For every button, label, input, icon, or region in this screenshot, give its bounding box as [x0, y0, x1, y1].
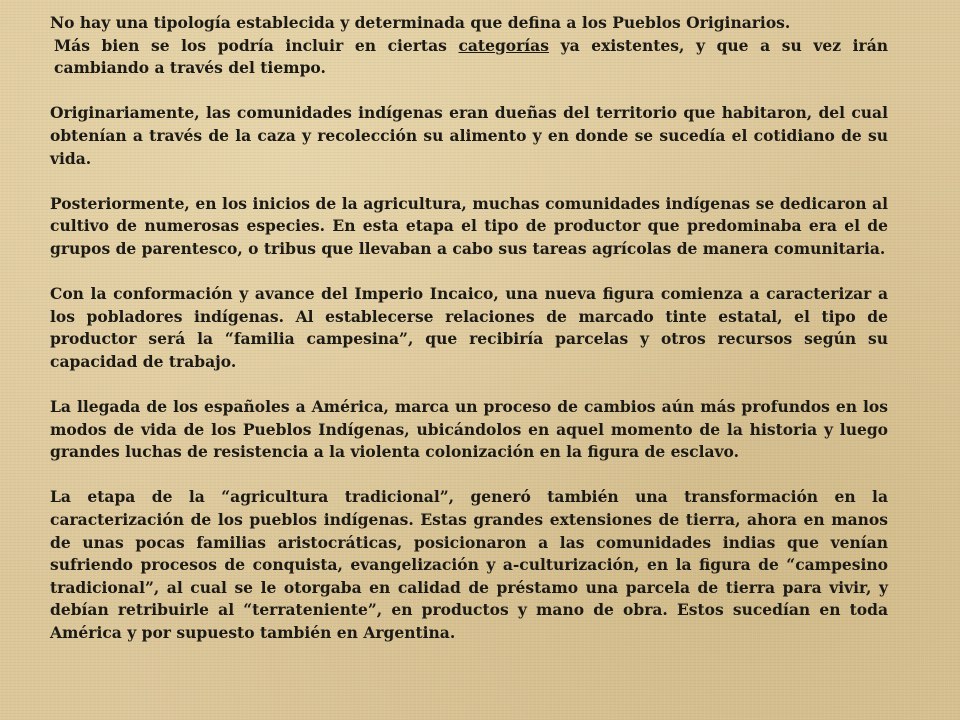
intro-text-after-link: ya existentes, y que a su vez irán cambiando a través del tiempo. — [54, 35, 889, 78]
categorias-link[interactable]: categorías — [458, 35, 549, 55]
slide-text-body — [50, 12, 888, 645]
intro-first-line: No hay una tipología establecida y determinada que defina a los Pueblos Originarios. — [50, 13, 791, 32]
paragraph-imperio-incaico: Con la conformación y avance del Imperio Incaico, una nueva figura comienza a caracterizar a los pobladores indígenas. Al establecerse relaciones de marcado tinte estatal, el tipo de productor será la “familia campesina”, que recibiría parcelas y otros recursos según su capacidad de trabajo. — [50, 284, 888, 371]
paragraph-agricultura: Posteriormente, en los inicios de la agricultura, muchas comunidades indígenas se dedicaron al cultivo de numerosas especies. En esta etapa el tipo de productor que predominaba era el de grupos de parentesco, o tribus que llevaban a cabo sus tareas agrícolas de manera comunitaria. — [50, 193, 888, 258]
paragraph-agricultura-tradicional: La etapa de la “agricultura tradicional”, generó también una transformación en la caracterización de los pueblos indígenas. Estas grandes extensiones de tierra, ahora en manos de unas pocas familias aristocráticas, posicionaron a las comunidades indias que venían sufriendo procesos de conquista, evangelización y a-culturización, en la figura de “campesino tradicional”, al cual se le otorgaba en calidad de préstamo una parcela de tierra para vivir, y debían retribuirle al “terrateniente”, en productos y mano de obra. Estos sucedían en toda América y por supuesto también en Argentina. — [50, 487, 888, 643]
paragraph-intro — [50, 12, 888, 80]
paragraph-originariamente: Originariamente, las comunidades indígenas eran dueñas del territorio que habitaron, del cual obtenían a través de la caza y recolección su alimento y en donde se sucedía el cotidiano de su vida. — [50, 103, 888, 168]
intro-second-sentence — [50, 35, 888, 80]
paragraph-espanoles: La llegada de los españoles a América, marca un proceso de cambios aún más profundos en los modos de vida de los Pueblos Indígenas, ubicándolos en aquel momento de la historia y luego grandes luchas de resistencia a la violenta colonización en la figura de esclavo. — [50, 397, 888, 462]
intro-text-before-link: Más bien se los podría incluir en ciertas — [54, 35, 459, 55]
